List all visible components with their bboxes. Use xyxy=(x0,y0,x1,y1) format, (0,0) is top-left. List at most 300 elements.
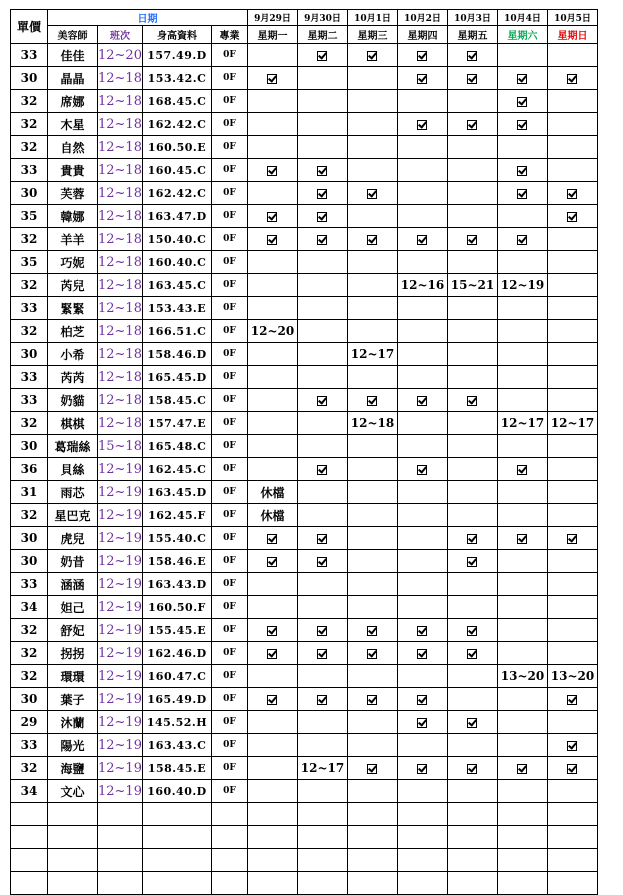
day-cell xyxy=(447,159,497,182)
day-cell xyxy=(247,113,297,136)
day-cell-checked xyxy=(297,527,347,550)
day-cell-checked xyxy=(297,159,347,182)
shift-cell: 12~20 xyxy=(98,44,143,67)
price-cell: 35 xyxy=(11,205,48,228)
day-cell xyxy=(497,389,547,412)
specialty-cell: 0F xyxy=(211,573,247,596)
specialty-cell: 0F xyxy=(211,44,247,67)
specialty-cell: 0F xyxy=(211,297,247,320)
day-cell-checked xyxy=(297,44,347,67)
day-cell xyxy=(397,297,447,320)
table-row xyxy=(11,665,598,688)
name-cell: 芙蓉 xyxy=(48,182,98,205)
height-info-cell: 160.50.E xyxy=(142,136,211,159)
day-cell: 12~17 xyxy=(297,757,347,780)
day-cell xyxy=(247,274,297,297)
day-cell-checked xyxy=(297,642,347,665)
day-cell xyxy=(297,343,347,366)
name-cell: 貴貴 xyxy=(48,159,98,182)
checkbox-checked-icon xyxy=(417,718,427,728)
height-info-cell: 163.45.C xyxy=(142,274,211,297)
specialty-cell: 0F xyxy=(211,366,247,389)
table-row xyxy=(11,458,598,481)
price-cell: 32 xyxy=(11,412,48,435)
empty-cell xyxy=(48,803,98,826)
day-cell xyxy=(547,573,597,596)
day-cell xyxy=(447,182,497,205)
specialty-cell: 0F xyxy=(211,665,247,688)
table-row xyxy=(11,366,598,389)
height-info-cell: 162.42.C xyxy=(142,182,211,205)
day-cell xyxy=(297,366,347,389)
specialty-cell: 0F xyxy=(211,67,247,90)
checkbox-checked-icon xyxy=(517,120,527,130)
price-cell: 34 xyxy=(11,780,48,803)
day-cell xyxy=(547,389,597,412)
specialty-cell: 0F xyxy=(211,481,247,504)
checkbox-checked-icon xyxy=(317,626,327,636)
empty-cell xyxy=(547,803,597,826)
checkbox-checked-icon xyxy=(417,695,427,705)
checkbox-checked-icon xyxy=(467,626,477,636)
day-cell: 13~20 xyxy=(497,665,547,688)
day-cell-checked xyxy=(497,182,547,205)
name-cell: 木星 xyxy=(48,113,98,136)
day-cell: 休檔 xyxy=(247,504,297,527)
day-cell xyxy=(247,711,297,734)
checkbox-checked-icon xyxy=(267,649,277,659)
empty-cell xyxy=(247,803,297,826)
day-cell xyxy=(397,182,447,205)
day-cell xyxy=(447,366,497,389)
specialty-cell: 0F xyxy=(211,320,247,343)
day-cell xyxy=(297,320,347,343)
checkbox-checked-icon xyxy=(417,74,427,84)
day-cell-checked xyxy=(447,44,497,67)
day-cell-checked xyxy=(447,711,497,734)
shift-cell: 12~18 xyxy=(98,297,143,320)
day-cell xyxy=(347,527,397,550)
checkbox-checked-icon xyxy=(567,741,577,751)
shift-cell: 12~18 xyxy=(98,228,143,251)
day-cell-checked xyxy=(297,458,347,481)
day-cell xyxy=(397,596,447,619)
day-cell xyxy=(347,458,397,481)
day-cell xyxy=(247,596,297,619)
day-cell-checked xyxy=(447,113,497,136)
height-info-cell: 160.45.C xyxy=(142,159,211,182)
name-cell: 海鹽 xyxy=(48,757,98,780)
checkbox-checked-icon xyxy=(317,534,327,544)
day-cell xyxy=(447,297,497,320)
day-cell xyxy=(447,320,497,343)
height-info-cell: 162.46.D xyxy=(142,642,211,665)
shift-cell: 12~18 xyxy=(98,274,143,297)
table-row xyxy=(11,136,598,159)
table-row xyxy=(11,182,598,205)
name-cell: 環環 xyxy=(48,665,98,688)
height-info-cell: 155.40.C xyxy=(142,527,211,550)
day-cell-checked xyxy=(397,67,447,90)
price-cell: 36 xyxy=(11,458,48,481)
checkbox-checked-icon xyxy=(317,235,327,245)
day-cell xyxy=(547,780,597,803)
day-cell-checked xyxy=(547,757,597,780)
day-cell xyxy=(447,734,497,757)
day-cell xyxy=(297,481,347,504)
empty-cell xyxy=(142,803,211,826)
height-info-cell: 160.40.C xyxy=(142,251,211,274)
table-row xyxy=(11,734,598,757)
checkbox-checked-icon xyxy=(267,534,277,544)
checkbox-checked-icon xyxy=(517,534,527,544)
price-cell: 30 xyxy=(11,182,48,205)
specialty-cell: 0F xyxy=(211,711,247,734)
empty-cell xyxy=(297,872,347,895)
checkbox-checked-icon xyxy=(317,557,327,567)
day-cell-checked xyxy=(347,182,397,205)
checkbox-checked-icon xyxy=(417,51,427,61)
day-cell-checked xyxy=(347,757,397,780)
empty-cell xyxy=(297,803,347,826)
height-info-cell: 162.42.C xyxy=(142,113,211,136)
shift-cell: 12~19 xyxy=(98,619,143,642)
name-cell: 芮兒 xyxy=(48,274,98,297)
day-cell xyxy=(447,412,497,435)
day-cell-checked xyxy=(497,159,547,182)
table-row xyxy=(11,113,598,136)
day-cell xyxy=(347,573,397,596)
day-cell xyxy=(297,251,347,274)
price-cell: 33 xyxy=(11,159,48,182)
checkbox-checked-icon xyxy=(317,212,327,222)
weekday-cell-saturday: 星期六 xyxy=(497,26,547,44)
table-row xyxy=(11,481,598,504)
day-cell xyxy=(297,136,347,159)
day-cell xyxy=(247,44,297,67)
name-cell: 柏芝 xyxy=(48,320,98,343)
day-cell xyxy=(247,136,297,159)
date-cell: 10月4日 xyxy=(497,10,547,26)
table-row xyxy=(11,619,598,642)
checkbox-checked-icon xyxy=(417,235,427,245)
name-cell: 席娜 xyxy=(48,90,98,113)
checkbox-checked-icon xyxy=(567,534,577,544)
day-cell-checked xyxy=(447,228,497,251)
day-cell xyxy=(347,596,397,619)
name-cell: 小希 xyxy=(48,343,98,366)
shift-cell: 12~18 xyxy=(98,182,143,205)
specialty-cell: 0F xyxy=(211,205,247,228)
specialty-cell: 0F xyxy=(211,274,247,297)
checkbox-checked-icon xyxy=(367,396,377,406)
height-info-cell: 160.50.F xyxy=(142,596,211,619)
day-cell xyxy=(547,90,597,113)
price-cell: 32 xyxy=(11,274,48,297)
day-cell-checked xyxy=(547,205,597,228)
day-cell xyxy=(397,527,447,550)
day-cell xyxy=(547,228,597,251)
price-cell: 30 xyxy=(11,688,48,711)
day-cell xyxy=(247,90,297,113)
empty-cell xyxy=(497,849,547,872)
checkbox-checked-icon xyxy=(317,189,327,199)
weekday-cell: 星期一 xyxy=(247,26,297,44)
day-cell: 休檔 xyxy=(247,481,297,504)
day-cell-checked xyxy=(297,550,347,573)
specialty-cell: 0F xyxy=(211,435,247,458)
day-cell xyxy=(447,481,497,504)
day-cell xyxy=(547,458,597,481)
shift-cell: 12~19 xyxy=(98,481,143,504)
day-cell-checked xyxy=(447,67,497,90)
weekday-cell: 星期二 xyxy=(297,26,347,44)
day-cell xyxy=(447,504,497,527)
day-cell xyxy=(347,435,397,458)
day-cell-checked xyxy=(397,688,447,711)
day-cell xyxy=(347,113,397,136)
name-cell: 羊羊 xyxy=(48,228,98,251)
name-cell: 葛瑞絲 xyxy=(48,435,98,458)
table-row xyxy=(11,757,598,780)
specialty-cell: 0F xyxy=(211,458,247,481)
day-cell xyxy=(397,550,447,573)
empty-cell xyxy=(547,872,597,895)
price-cell: 33 xyxy=(11,366,48,389)
day-cell xyxy=(547,274,597,297)
day-cell xyxy=(497,688,547,711)
price-cell: 30 xyxy=(11,527,48,550)
price-cell: 29 xyxy=(11,711,48,734)
day-cell xyxy=(397,159,447,182)
checkbox-checked-icon xyxy=(417,626,427,636)
checkbox-checked-icon xyxy=(317,51,327,61)
empty-cell xyxy=(11,849,48,872)
day-cell: 12~17 xyxy=(497,412,547,435)
checkbox-checked-icon xyxy=(517,74,527,84)
name-cell: 文心 xyxy=(48,780,98,803)
day-cell xyxy=(247,182,297,205)
checkbox-checked-icon xyxy=(367,189,377,199)
day-cell xyxy=(447,251,497,274)
checkbox-checked-icon xyxy=(467,649,477,659)
day-cell xyxy=(497,734,547,757)
table-row xyxy=(11,780,598,803)
height-info-cell: 163.43.C xyxy=(142,734,211,757)
day-cell xyxy=(497,573,547,596)
day-cell-checked xyxy=(447,550,497,573)
table-row xyxy=(11,343,598,366)
shift-cell: 15~18 xyxy=(98,435,143,458)
empty-cell xyxy=(497,826,547,849)
price-cell: 32 xyxy=(11,642,48,665)
day-cell xyxy=(497,366,547,389)
empty-cell xyxy=(397,849,447,872)
day-cell-checked xyxy=(447,527,497,550)
checkbox-checked-icon xyxy=(417,120,427,130)
empty-cell xyxy=(347,803,397,826)
date-cell: 10月2日 xyxy=(397,10,447,26)
table-row xyxy=(11,435,598,458)
day-cell-checked xyxy=(247,527,297,550)
day-cell xyxy=(497,343,547,366)
day-cell xyxy=(497,711,547,734)
day-cell-checked xyxy=(447,389,497,412)
table-row xyxy=(11,274,598,297)
shift-cell: 12~18 xyxy=(98,136,143,159)
price-cell: 32 xyxy=(11,757,48,780)
name-cell: 奶貓 xyxy=(48,389,98,412)
empty-cell xyxy=(48,872,98,895)
price-cell: 33 xyxy=(11,573,48,596)
name-cell: 貝絲 xyxy=(48,458,98,481)
day-cell xyxy=(397,780,447,803)
name-cell: 晶晶 xyxy=(48,67,98,90)
day-cell xyxy=(397,136,447,159)
day-cell xyxy=(247,343,297,366)
day-cell xyxy=(347,251,397,274)
specialty-cell: 0F xyxy=(211,527,247,550)
specialty-cell: 0F xyxy=(211,688,247,711)
date-header: 日期 xyxy=(48,10,248,26)
shift-cell: 12~18 xyxy=(98,412,143,435)
empty-cell xyxy=(547,849,597,872)
empty-cell xyxy=(11,803,48,826)
weekday-cell-sunday: 星期日 xyxy=(547,26,597,44)
day-cell xyxy=(247,458,297,481)
empty-cell xyxy=(211,803,247,826)
day-cell xyxy=(447,596,497,619)
day-cell xyxy=(247,251,297,274)
empty-cell xyxy=(211,849,247,872)
day-cell xyxy=(347,90,397,113)
checkbox-checked-icon xyxy=(317,166,327,176)
empty-row xyxy=(11,826,598,849)
day-cell xyxy=(347,159,397,182)
shift-cell: 12~18 xyxy=(98,343,143,366)
empty-cell xyxy=(98,826,143,849)
height-info-cell: 163.47.D xyxy=(142,205,211,228)
day-cell-checked xyxy=(247,67,297,90)
day-cell xyxy=(547,596,597,619)
day-cell-checked xyxy=(347,44,397,67)
day-cell xyxy=(247,734,297,757)
price-cell: 30 xyxy=(11,343,48,366)
day-cell-checked xyxy=(297,389,347,412)
day-cell-checked xyxy=(397,113,447,136)
shift-cell: 12~19 xyxy=(98,550,143,573)
day-cell xyxy=(497,780,547,803)
day-cell xyxy=(297,573,347,596)
day-cell xyxy=(547,481,597,504)
checkbox-checked-icon xyxy=(467,235,477,245)
empty-row xyxy=(11,872,598,895)
day-cell xyxy=(297,297,347,320)
day-cell-checked xyxy=(497,458,547,481)
shift-cell: 12~19 xyxy=(98,596,143,619)
shift-cell: 12~19 xyxy=(98,734,143,757)
day-cell xyxy=(447,136,497,159)
height-info-cell: 163.43.D xyxy=(142,573,211,596)
day-cell: 13~20 xyxy=(547,665,597,688)
specialty-cell: 0F xyxy=(211,734,247,757)
specialty-cell: 0F xyxy=(211,251,247,274)
day-cell xyxy=(397,320,447,343)
checkbox-checked-icon xyxy=(517,97,527,107)
checkbox-checked-icon xyxy=(267,235,277,245)
empty-cell xyxy=(347,872,397,895)
height-info-cell: 160.47.C xyxy=(142,665,211,688)
checkbox-checked-icon xyxy=(567,695,577,705)
day-cell xyxy=(397,412,447,435)
height-info-cell: 165.49.D xyxy=(142,688,211,711)
height-info-cell: 157.49.D xyxy=(142,44,211,67)
height-info-cell: 162.45.F xyxy=(142,504,211,527)
empty-cell xyxy=(142,849,211,872)
checkbox-checked-icon xyxy=(267,557,277,567)
day-cell xyxy=(347,136,397,159)
day-cell xyxy=(547,619,597,642)
empty-cell xyxy=(211,826,247,849)
name-cell: 緊緊 xyxy=(48,297,98,320)
shift-cell: 12~19 xyxy=(98,504,143,527)
day-cell-checked xyxy=(397,757,447,780)
day-cell xyxy=(297,67,347,90)
checkbox-checked-icon xyxy=(417,649,427,659)
day-cell-checked xyxy=(447,619,497,642)
day-cell xyxy=(547,642,597,665)
price-cell: 33 xyxy=(11,734,48,757)
day-cell xyxy=(447,90,497,113)
day-cell xyxy=(247,297,297,320)
empty-cell xyxy=(347,826,397,849)
price-cell: 30 xyxy=(11,550,48,573)
day-cell xyxy=(497,251,547,274)
schedule-table xyxy=(10,9,598,895)
checkbox-checked-icon xyxy=(267,212,277,222)
day-cell xyxy=(547,136,597,159)
day-cell xyxy=(347,504,397,527)
day-cell xyxy=(447,573,497,596)
height-info-cell: 160.40.D xyxy=(142,780,211,803)
height-info-cell: 158.46.E xyxy=(142,550,211,573)
day-cell xyxy=(397,481,447,504)
price-cell: 32 xyxy=(11,90,48,113)
table-row xyxy=(11,504,598,527)
day-cell-checked xyxy=(247,550,297,573)
day-cell xyxy=(397,435,447,458)
date-cell: 10月1日 xyxy=(347,10,397,26)
empty-cell xyxy=(142,872,211,895)
day-cell xyxy=(497,481,547,504)
name-cell: 虎兒 xyxy=(48,527,98,550)
checkbox-checked-icon xyxy=(317,396,327,406)
checkbox-checked-icon xyxy=(467,534,477,544)
day-cell xyxy=(497,320,547,343)
shift-cell: 12~18 xyxy=(98,90,143,113)
day-cell xyxy=(447,665,497,688)
day-cell xyxy=(297,435,347,458)
day-cell-checked xyxy=(497,527,547,550)
shift-cell: 12~19 xyxy=(98,757,143,780)
checkbox-checked-icon xyxy=(417,396,427,406)
day-cell-checked xyxy=(497,90,547,113)
price-cell: 32 xyxy=(11,619,48,642)
day-cell xyxy=(397,504,447,527)
checkbox-checked-icon xyxy=(367,764,377,774)
day-cell: 12~17 xyxy=(547,412,597,435)
empty-cell xyxy=(297,849,347,872)
